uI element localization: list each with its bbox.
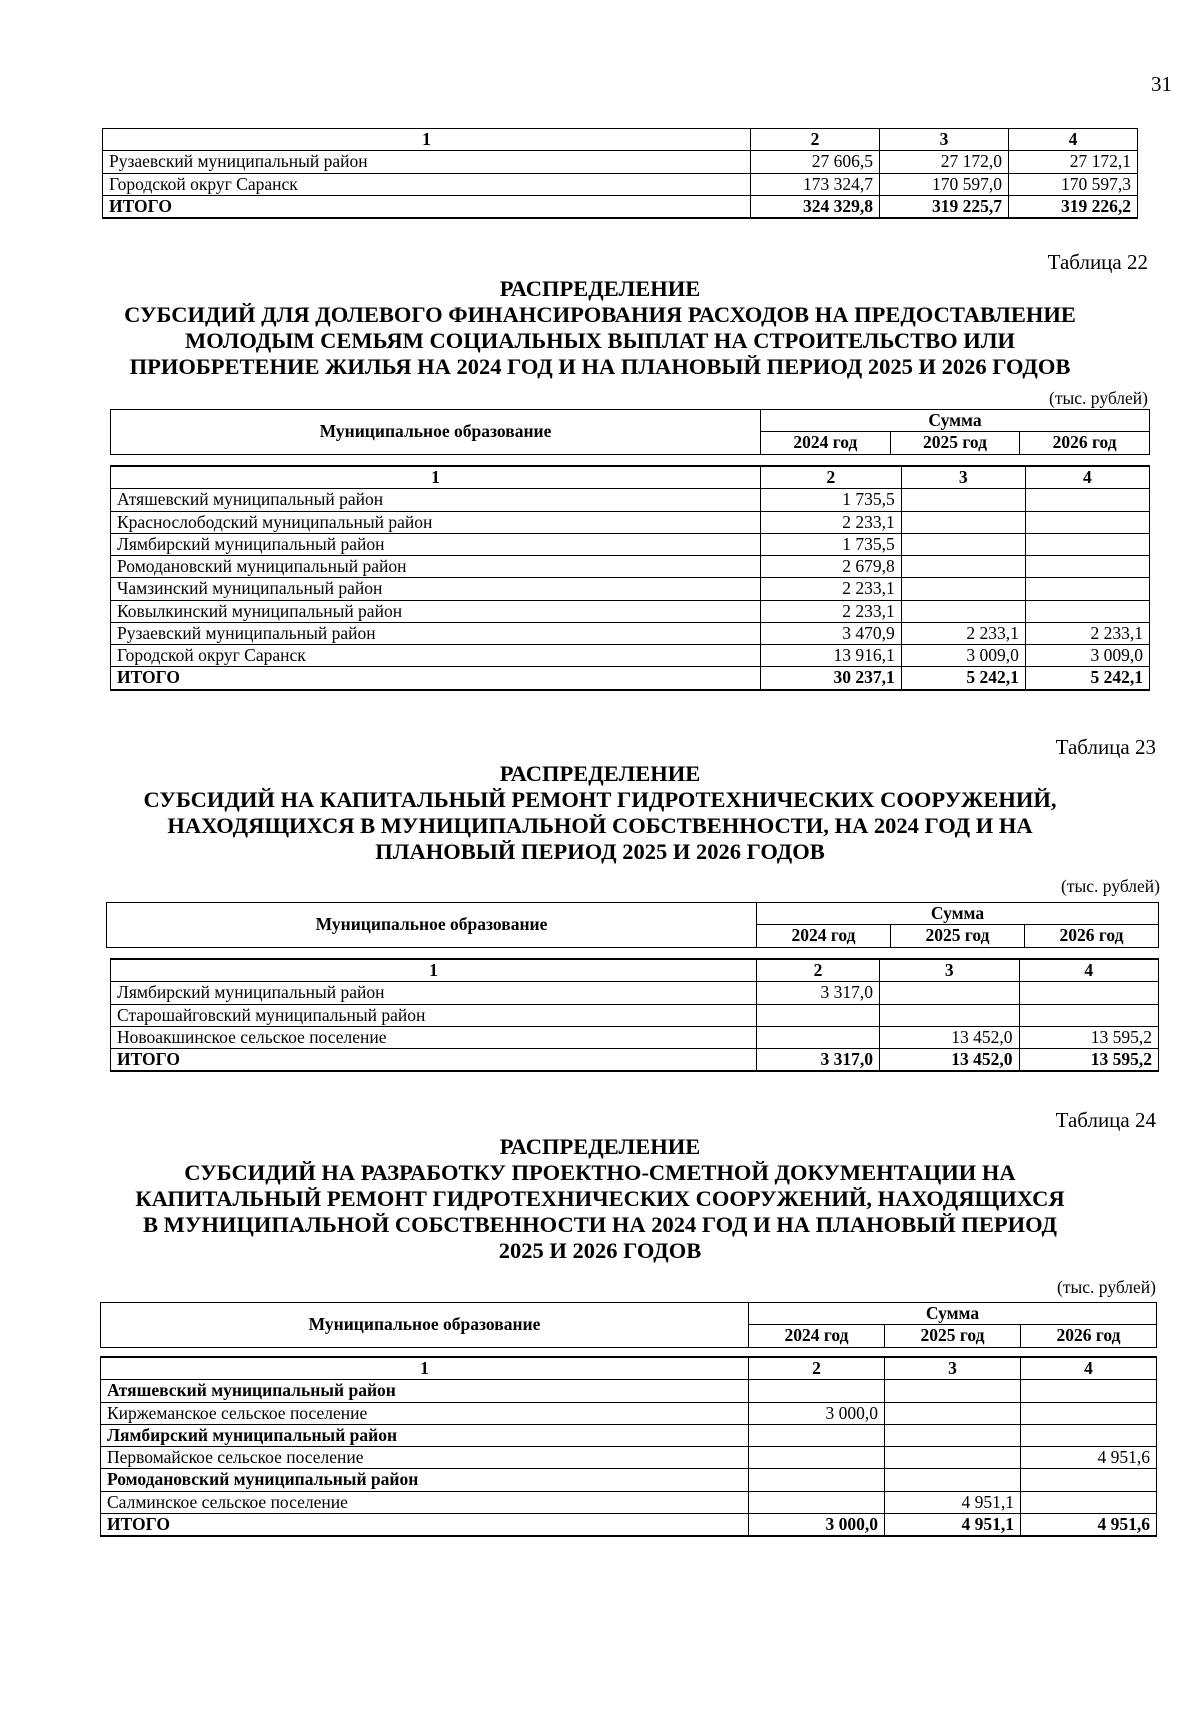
value-cell xyxy=(901,556,1025,578)
column-number: 3 xyxy=(901,466,1025,489)
value-cell: 5 242,1 xyxy=(1025,667,1149,690)
value-cell xyxy=(1025,600,1149,622)
table-23-label: Таблица 23 xyxy=(1055,735,1156,759)
total-row xyxy=(103,195,1138,218)
table-24-title xyxy=(40,1134,1160,1264)
table-row xyxy=(111,645,1150,667)
table-row xyxy=(101,1380,1157,1402)
column-number-row xyxy=(101,1357,1157,1380)
table-row xyxy=(101,1469,1157,1491)
municipality-cell: ИТОГО xyxy=(103,195,751,218)
value-cell: 170 597,3 xyxy=(1009,173,1138,195)
total-row xyxy=(111,1049,1159,1072)
value-cell xyxy=(1025,578,1149,600)
value-cell xyxy=(1025,489,1149,511)
column-number: 4 xyxy=(1019,959,1159,982)
column-number: 2 xyxy=(757,959,880,982)
unit-label: (тыс. рублей) xyxy=(1061,876,1160,896)
table-row xyxy=(111,489,1150,511)
value-cell: 5 242,1 xyxy=(901,667,1025,690)
title-line: 2025 И 2026 ГОДОВ xyxy=(498,1238,702,1264)
value-cell: 170 597,0 xyxy=(880,173,1009,195)
municipality-cell: Лямбирский муниципальный район xyxy=(111,533,761,555)
value-cell: 2 233,1 xyxy=(761,511,902,533)
table-22-header xyxy=(110,409,1150,455)
value-cell xyxy=(880,982,1019,1004)
value-cell: 27 606,5 xyxy=(751,151,880,173)
municipality-cell: ИТОГО xyxy=(111,1049,757,1072)
column-number: 2 xyxy=(751,129,880,151)
title-line: НАХОДЯЩИХСЯ В МУНИЦИПАЛЬНОЙ СОБСТВЕННОСТИ, НА 2024 ГОД И НА xyxy=(167,813,1033,839)
year-2024-header: 2024 год xyxy=(761,432,891,454)
value-cell xyxy=(885,1380,1021,1402)
column-number: 3 xyxy=(880,129,1009,151)
value-cell xyxy=(1025,511,1149,533)
value-cell xyxy=(757,1004,880,1026)
value-cell: 3 000,0 xyxy=(749,1402,885,1424)
title-line: ПЛАНОВЫЙ ПЕРИОД 2025 И 2026 ГОДОВ xyxy=(375,839,825,865)
municipality-cell: Новоакшинское сельское поселение xyxy=(111,1026,757,1048)
value-cell xyxy=(749,1447,885,1469)
table-row xyxy=(111,556,1150,578)
value-cell: 3 470,9 xyxy=(761,622,902,644)
municipality-cell: Старошайговский муниципальный район xyxy=(111,1004,757,1026)
table-22-body xyxy=(110,465,1150,691)
table-24-label: Таблица 24 xyxy=(1055,1108,1156,1132)
value-cell: 30 237,1 xyxy=(761,667,902,690)
unit-label: (тыс. рублей) xyxy=(1057,1277,1156,1297)
value-cell xyxy=(1021,1491,1157,1513)
value-cell xyxy=(885,1424,1021,1446)
value-cell xyxy=(749,1491,885,1513)
value-cell xyxy=(1019,1004,1159,1026)
year-2024-header: 2024 год xyxy=(749,1325,885,1347)
title-line: РАСПРЕДЕЛЕНИЕ xyxy=(499,276,701,301)
value-cell: 1 735,5 xyxy=(761,489,902,511)
municipality-cell: Краснослободский муниципальный район xyxy=(111,511,761,533)
table-row xyxy=(111,622,1150,644)
table-24-body xyxy=(100,1356,1157,1537)
value-cell: 2 233,1 xyxy=(901,622,1025,644)
value-cell xyxy=(1021,1424,1157,1446)
municipality-cell: Ромодановский муниципальный район xyxy=(101,1469,749,1491)
column-number-row xyxy=(103,129,1138,151)
table-row xyxy=(111,1004,1159,1026)
municipality-header: Муниципальное образование xyxy=(101,1303,749,1348)
table-row xyxy=(111,982,1159,1004)
value-cell: 2 233,1 xyxy=(761,600,902,622)
municipality-cell: Рузаевский муниципальный район xyxy=(103,151,751,173)
column-number: 4 xyxy=(1009,129,1138,151)
value-cell: 13 595,2 xyxy=(1019,1026,1159,1048)
municipality-cell: Городской округ Саранск xyxy=(103,173,751,195)
value-cell xyxy=(1025,533,1149,555)
column-number: 2 xyxy=(749,1357,885,1380)
table-row xyxy=(101,1491,1157,1513)
value-cell xyxy=(749,1380,885,1402)
title-line: В МУНИЦИПАЛЬНОЙ СОБСТВЕННОСТИ НА 2024 ГОД И НА ПЛАНОВЫЙ ПЕРИОД xyxy=(143,1212,1057,1238)
sum-header: Сумма xyxy=(749,1303,1157,1325)
value-cell: 3 009,0 xyxy=(901,645,1025,667)
value-cell: 2 233,1 xyxy=(1025,622,1149,644)
value-cell: 4 951,6 xyxy=(1021,1513,1157,1536)
column-number: 1 xyxy=(111,466,761,489)
title-line: ПРИОБРЕТЕНИЕ ЖИЛЬЯ НА 2024 ГОД И НА ПЛАНОВЫЙ ПЕРИОД 2025 И 2026 ГОДОВ xyxy=(129,354,1071,380)
value-cell xyxy=(901,578,1025,600)
table-row xyxy=(103,173,1138,195)
title-line: РАСПРЕДЕЛЕНИЕ xyxy=(499,1134,701,1159)
municipality-header: Муниципальное образование xyxy=(111,410,761,455)
value-cell xyxy=(749,1424,885,1446)
column-number: 4 xyxy=(1025,466,1149,489)
municipality-cell: Атяшевский муниципальный район xyxy=(111,489,761,511)
value-cell: 1 735,5 xyxy=(761,533,902,555)
value-cell: 27 172,1 xyxy=(1009,151,1138,173)
value-cell xyxy=(1021,1469,1157,1491)
municipality-header: Муниципальное образование xyxy=(107,903,757,948)
municipality-cell: Салминское сельское поселение xyxy=(101,1491,749,1513)
municipality-cell: ИТОГО xyxy=(111,667,761,690)
value-cell: 2 679,8 xyxy=(761,556,902,578)
table-row xyxy=(111,578,1150,600)
value-cell: 13 452,0 xyxy=(880,1049,1019,1072)
value-cell xyxy=(901,600,1025,622)
year-2026-header: 2026 год xyxy=(1025,925,1159,947)
year-2026-header: 2026 год xyxy=(1021,1325,1157,1347)
municipality-cell: Киржеманское сельское поселение xyxy=(101,1402,749,1424)
title-line: СУБСИДИЙ НА РАЗРАБОТКУ ПРОЕКТНО-СМЕТНОЙ ДОКУМЕНТАЦИИ НА xyxy=(184,1160,1016,1186)
municipality-cell: Лямбирский муниципальный район xyxy=(101,1424,749,1446)
value-cell xyxy=(885,1402,1021,1424)
sum-header: Сумма xyxy=(761,410,1150,432)
title-line: РАСПРЕДЕЛЕНИЕ xyxy=(499,761,701,786)
value-cell xyxy=(901,533,1025,555)
value-cell: 173 324,7 xyxy=(751,173,880,195)
table-row xyxy=(111,533,1150,555)
table-row xyxy=(111,600,1150,622)
year-2024-header: 2024 год xyxy=(757,925,891,947)
value-cell: 3 317,0 xyxy=(757,1049,880,1072)
unit-label: (тыс. рублей) xyxy=(1049,388,1148,408)
title-line: СУБСИДИЙ ДЛЯ ДОЛЕВОГО ФИНАНСИРОВАНИЯ РАСХОДОВ НА ПРЕДОСТАВЛЕНИЕ xyxy=(124,302,1076,328)
table-row xyxy=(111,511,1150,533)
column-number: 2 xyxy=(761,466,902,489)
value-cell xyxy=(885,1447,1021,1469)
value-cell xyxy=(1025,556,1149,578)
value-cell: 319 225,7 xyxy=(880,195,1009,218)
value-cell: 3 000,0 xyxy=(749,1513,885,1536)
value-cell xyxy=(880,1004,1019,1026)
value-cell: 4 951,1 xyxy=(885,1491,1021,1513)
table-row xyxy=(101,1447,1157,1469)
year-2025-header: 2025 год xyxy=(890,432,1020,454)
value-cell: 27 172,0 xyxy=(880,151,1009,173)
value-cell xyxy=(901,489,1025,511)
value-cell: 319 226,2 xyxy=(1009,195,1138,218)
value-cell xyxy=(749,1469,885,1491)
table-23-title xyxy=(40,761,1160,865)
value-cell: 3 009,0 xyxy=(1025,645,1149,667)
value-cell xyxy=(1019,982,1159,1004)
column-number-row xyxy=(111,959,1159,982)
value-cell: 4 951,6 xyxy=(1021,1447,1157,1469)
table-row xyxy=(111,1026,1159,1048)
municipality-cell: Лямбирский муниципальный район xyxy=(111,982,757,1004)
municipality-cell: Чамзинский муниципальный район xyxy=(111,578,761,600)
value-cell: 13 916,1 xyxy=(761,645,902,667)
value-cell xyxy=(901,511,1025,533)
year-2025-header: 2025 год xyxy=(885,1325,1021,1347)
value-cell xyxy=(885,1469,1021,1491)
value-cell: 2 233,1 xyxy=(761,578,902,600)
column-number: 4 xyxy=(1021,1357,1157,1380)
table-row xyxy=(101,1424,1157,1446)
value-cell: 13 452,0 xyxy=(880,1026,1019,1048)
column-number-row xyxy=(111,466,1150,489)
municipality-cell: Ковылкинский муниципальный район xyxy=(111,600,761,622)
table-row xyxy=(101,1402,1157,1424)
year-2026-header: 2026 год xyxy=(1020,432,1150,454)
title-line: СУБСИДИЙ НА КАПИТАЛЬНЫЙ РЕМОНТ ГИДРОТЕХНИЧЕСКИХ СООРУЖЕНИЙ, xyxy=(143,787,1057,813)
title-line: МОЛОДЫМ СЕМЬЯМ СОЦИАЛЬНЫХ ВЫПЛАТ НА СТРОИТЕЛЬСТВО ИЛИ xyxy=(184,328,1016,354)
table-23-body xyxy=(110,958,1159,1072)
total-row xyxy=(111,667,1150,690)
value-cell: 13 595,2 xyxy=(1019,1049,1159,1072)
column-number: 3 xyxy=(880,959,1019,982)
year-2025-header: 2025 год xyxy=(891,925,1025,947)
value-cell: 324 329,8 xyxy=(751,195,880,218)
table-23-header xyxy=(106,902,1159,948)
table-24-header xyxy=(100,1302,1157,1348)
value-cell: 3 317,0 xyxy=(757,982,880,1004)
value-cell xyxy=(1021,1402,1157,1424)
value-cell xyxy=(757,1026,880,1048)
municipality-cell: Ромодановский муниципальный район xyxy=(111,556,761,578)
sum-header: Сумма xyxy=(757,903,1159,925)
municipality-cell: Атяшевский муниципальный район xyxy=(101,1380,749,1402)
municipality-cell: ИТОГО xyxy=(101,1513,749,1536)
page-number: 31 xyxy=(1151,72,1172,96)
title-line: КАПИТАЛЬНЫЙ РЕМОНТ ГИДРОТЕХНИЧЕСКИХ СООРУЖЕНИЙ, НАХОДЯЩИХСЯ xyxy=(135,1186,1065,1212)
column-number: 1 xyxy=(103,129,751,151)
municipality-cell: Рузаевский муниципальный район xyxy=(111,622,761,644)
column-number: 1 xyxy=(111,959,757,982)
municipality-cell: Первомайское сельское поселение xyxy=(101,1447,749,1469)
column-number: 1 xyxy=(101,1357,749,1380)
table-22-label: Таблица 22 xyxy=(1047,250,1148,274)
value-cell: 4 951,1 xyxy=(885,1513,1021,1536)
column-number: 3 xyxy=(885,1357,1021,1380)
value-cell xyxy=(1021,1380,1157,1402)
total-row xyxy=(101,1513,1157,1536)
municipality-cell: Городской округ Саранск xyxy=(111,645,761,667)
table-row xyxy=(103,151,1138,173)
previous-table-continuation xyxy=(102,128,1138,219)
table-22-title xyxy=(40,276,1160,380)
